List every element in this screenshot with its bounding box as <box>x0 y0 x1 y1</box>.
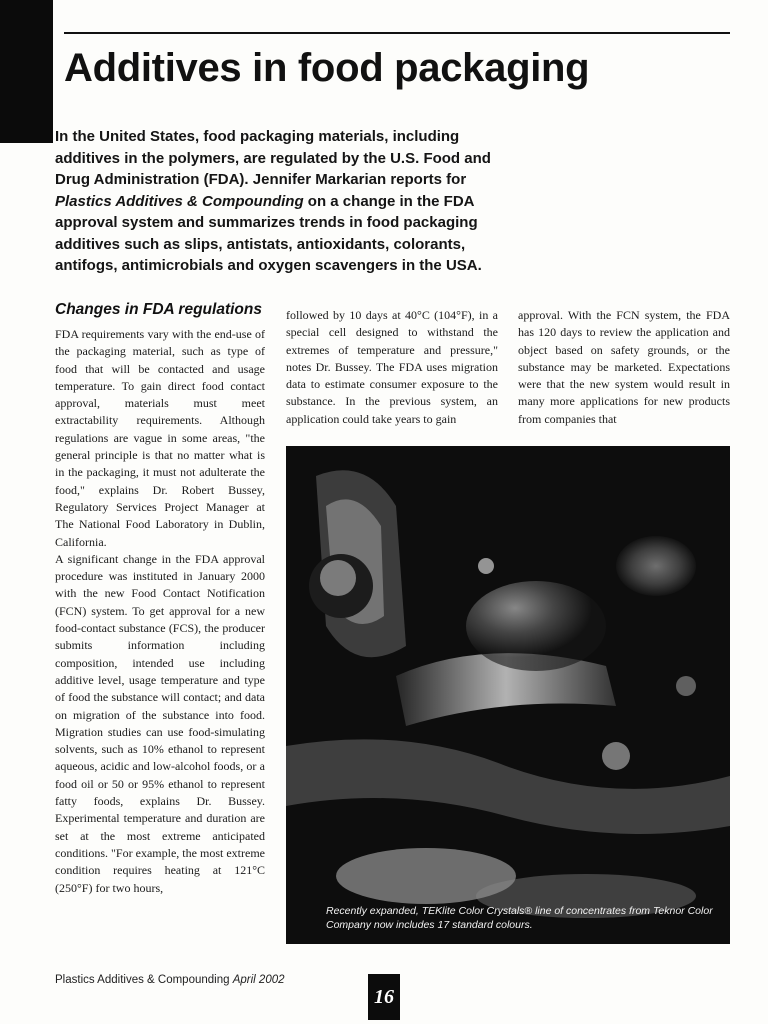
column-2-text: followed by 10 days at 40°C (104°F), in a special cell designed to withstand the extremes of temperature and pressure," notes Dr. Bussey. The FDA uses migration data to estimate consumer exposure to the substance. In the previous system, an application could take years to gain <box>286 308 498 426</box>
page-number: 16 <box>368 974 400 1020</box>
standfirst-publication: Plastics Additives & Compounding <box>55 192 304 210</box>
standfirst-part2: on a change in the FDA approval system and summarizes trends in food packaging additives such as slips, antistats, antioxidants, colorants, antifogs, antimicrobials and oxygen scavengers in the USA. <box>55 192 482 274</box>
product-photo <box>286 446 730 944</box>
column-3 <box>518 307 730 428</box>
article-title: Additives in food packaging <box>64 46 590 90</box>
black-corner-tab <box>0 0 53 143</box>
standfirst-part1: In the United States, food packaging materials, including additives in the polymers, are regulated by the U.S. Food and Drug Administration (FDA). Jennifer Markarian reports for <box>55 128 491 188</box>
column-1-paragraph-2: A significant change in the FDA approval procedure was instituted in January 2000 with the new Food Contact Notification (FCN) system. To get approval for a new food-contact substance (FCS), the producer submits information including composition, intended use including additive level, usage temperature and type of food the substance will contact; and data on migration of the substance into food. Migration studies can use food-simulating solvents, such as 10% ethanol to represent aqueous, acidic and low-alcohol foods, or a food oil or 50 or 95% ethanol to represent fatty foods, explains Dr. Bussey. Experimental temperature and duration are set at the most extreme anticipated conditions. "For example, the most extreme condition requires heating at 121°C (250°F) for two hours, <box>55 551 265 895</box>
column-1-paragraph-1: FDA requirements vary with the end-use of the packaging material, such as type of food that will be contacted and usage temperature. To gain direct food contact approval, materials must meet extractability requirements. Although regulations are vague in some areas, "the general principle is that no matter what is in the packaging, it must not adulterate the food," explains Dr. Robert Bussey, Regulatory Services Project Manager at The National Food Laboratory in Dublin, California. <box>55 327 265 549</box>
top-rule <box>64 32 730 34</box>
section-heading: Changes in FDA regulations <box>55 301 262 318</box>
column-1 <box>55 300 265 897</box>
footer-publication: Plastics Additives & Compounding <box>55 974 230 986</box>
photo-image <box>286 446 730 944</box>
column-2 <box>286 307 498 428</box>
footer-issue: April 2002 <box>232 974 285 986</box>
column-3-text: approval. With the FCN system, the FDA has 120 days to review the application and object based on safety grounds, or the substance may be marketed. Expectations were that the new system would result in many more applications for new products from companies that <box>518 308 730 426</box>
photo-caption: Recently expanded, TEKlite Color Crystals® line of concentrates from Teknor Color Company now includes 17 standard colours. <box>326 905 713 931</box>
page-footer <box>55 974 285 986</box>
standfirst <box>55 126 495 277</box>
